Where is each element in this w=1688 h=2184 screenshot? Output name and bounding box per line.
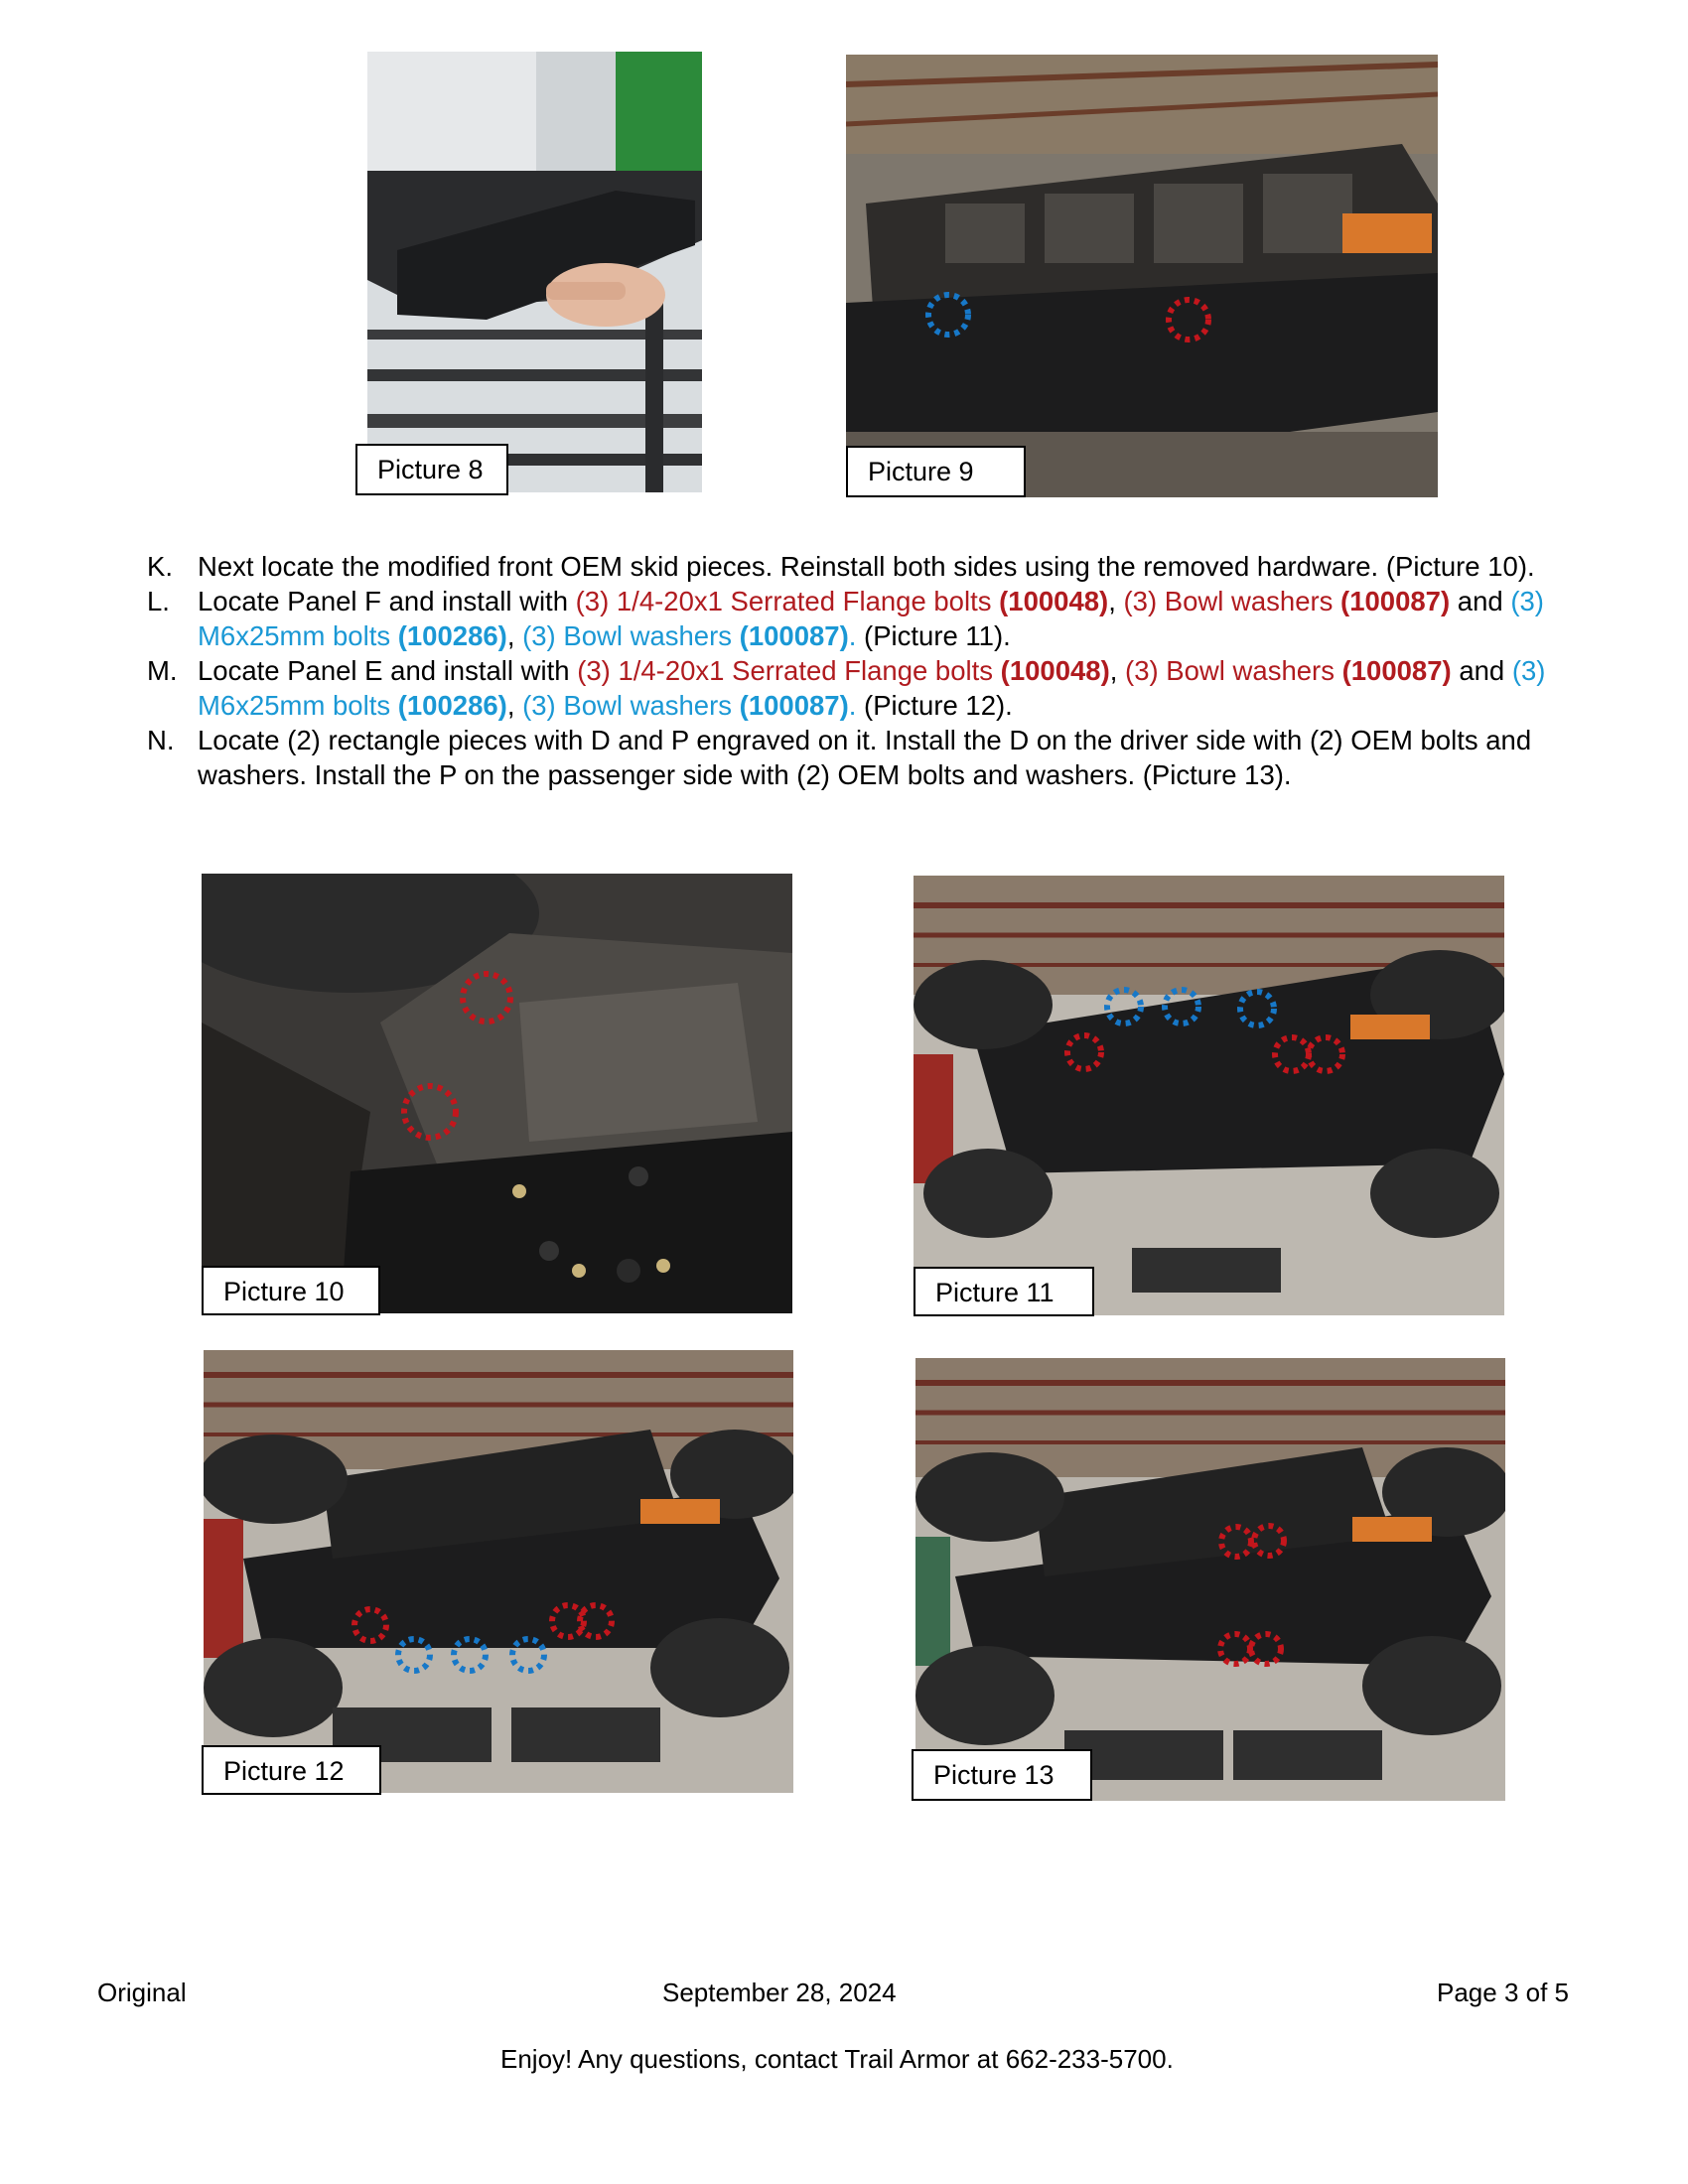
picture-reference: (Picture 11).	[856, 620, 1011, 651]
conjunction: and	[1451, 655, 1512, 686]
period: .	[848, 620, 857, 651]
bowl-washers-part-number: (100087)	[1340, 586, 1451, 616]
picture-13-caption: Picture 13	[912, 1749, 1092, 1801]
picture-13-image	[915, 1358, 1505, 1801]
picture-10-photo	[202, 874, 792, 1313]
step-n-text: Locate (2) rectangle pieces with D and P engraved on it. Install the D on the driver side with (2) OEM bolts and washers. Install the P on the passenger side with (2) OEM bolts and washers. (Picture 13).	[198, 725, 1532, 790]
picture-11-photo	[914, 876, 1504, 1315]
instruction-steps	[147, 549, 1597, 792]
footer-contact: Enjoy! Any questions, contact Trail Armor at 662-233-5700.	[500, 2044, 1174, 2074]
m6-bolts: (3) M6x25mm bolts	[198, 655, 1546, 721]
separator: ,	[506, 620, 523, 651]
bowl-washers: (3) Bowl washers	[1123, 586, 1341, 616]
separator: ,	[1108, 586, 1124, 616]
m6-bolts-part-number: (100286)	[397, 690, 507, 721]
picture-12-photo	[204, 1350, 793, 1793]
step-m-letter: M.	[147, 655, 178, 686]
picture-11-image	[914, 876, 1504, 1315]
picture-8-image	[367, 52, 702, 492]
picture-11-caption: Picture 11	[914, 1267, 1094, 1316]
step-l-text: Locate Panel F and install with	[198, 586, 576, 616]
picture-12-image	[204, 1350, 793, 1793]
picture-9-image	[846, 55, 1438, 497]
bowl-washers-blue: (3) Bowl washers	[522, 690, 740, 721]
flange-bolts-part-number: (100048)	[1000, 655, 1110, 686]
bowl-washers-blue-part-number: (100087)	[739, 690, 849, 721]
picture-9-photo	[846, 55, 1438, 497]
bowl-washers-blue: (3) Bowl washers	[522, 620, 740, 651]
picture-12-caption: Picture 12	[202, 1745, 381, 1795]
conjunction: and	[1450, 586, 1511, 616]
step-l-letter: L.	[147, 586, 170, 616]
step-m-text: Locate Panel E and install with	[198, 655, 578, 686]
m6-bolts-part-number: (100286)	[397, 620, 507, 651]
step-k-text: Next locate the modified front OEM skid pieces. Reinstall both sides using the removed hardware. (Picture 10).	[198, 551, 1535, 582]
picture-reference: (Picture 12).	[856, 690, 1013, 721]
picture-10-caption: Picture 10	[202, 1266, 380, 1315]
step-n-letter: N.	[147, 725, 175, 755]
step-n	[147, 723, 1597, 792]
flange-bolts: (3) 1/4-20x1 Serrated Flange bolts	[575, 586, 1000, 616]
picture-9-caption: Picture 9	[846, 446, 1026, 497]
separator: ,	[506, 690, 523, 721]
m6-bolts: (3) M6x25mm bolts	[198, 586, 1544, 651]
step-k-letter: K.	[147, 551, 173, 582]
flange-bolts: (3) 1/4-20x1 Serrated Flange bolts	[577, 655, 1001, 686]
bowl-washers: (3) Bowl washers	[1125, 655, 1342, 686]
bowl-washers-part-number: (100087)	[1341, 655, 1452, 686]
picture-13-photo	[915, 1358, 1505, 1801]
separator: ,	[1109, 655, 1126, 686]
footer-page-number: Page 3 of 5	[1437, 1978, 1569, 2007]
step-k	[147, 549, 1597, 584]
step-l	[147, 584, 1597, 653]
picture-10-image	[202, 874, 792, 1313]
bowl-washers-blue-part-number: (100087)	[739, 620, 849, 651]
flange-bolts-part-number: (100048)	[999, 586, 1109, 616]
picture-8-caption: Picture 8	[355, 444, 508, 495]
footer-date: September 28, 2024	[662, 1978, 897, 2007]
step-m	[147, 653, 1597, 723]
footer-revision: Original	[97, 1978, 187, 2007]
picture-8-photo	[367, 52, 702, 492]
period: .	[848, 690, 857, 721]
